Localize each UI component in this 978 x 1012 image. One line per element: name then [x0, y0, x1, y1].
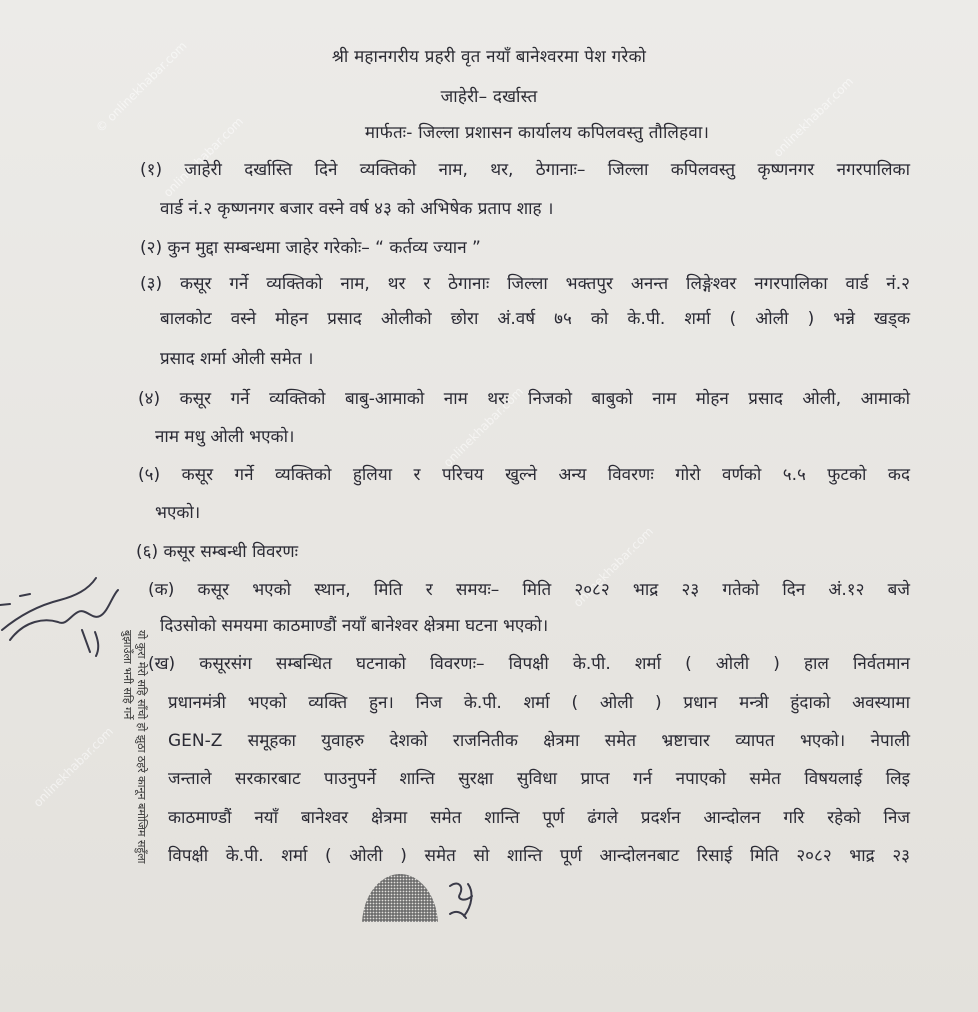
- watermark: onlinekhabar.com: [160, 114, 247, 200]
- body-line: (ख) कसूरसंग सम्बन्धित घटनाको विवरणः– विपक्षी के.पी. शर्मा ( ओली ) हाल निर्वतमान: [148, 654, 910, 674]
- body-line: नाम मधु ओली भएको।: [155, 427, 295, 447]
- watermark: onlinekhabar.com: [440, 384, 527, 470]
- body-line: (५) कसूर गर्ने व्यक्तिको हुलिया र परिचय खुल्ने अन्य विवरणः गोरो वर्णको ५.५ फुटको कद: [138, 465, 910, 485]
- watermark: onlinekhabar.com: [30, 724, 117, 810]
- header-line-2: जाहेरी– दर्खास्त: [440, 87, 538, 107]
- body-line: GEN-Z समूहका युवाहरु देशको राजनितीक क्षेत्रमा समेत भ्रष्टाचार व्यापत भएको। नेपाली: [168, 731, 910, 751]
- body-line: (क) कसूर भएको स्थान, मिति र समयः– मिति २०८२ भाद्र २३ गतेको दिन अं.१२ बजे: [148, 580, 910, 600]
- thumbprint-stamp: [360, 872, 440, 924]
- body-line: (६) कसूर सम्बन्धी विवरणः: [136, 542, 299, 562]
- margin-declaration: यो कुरा मेरो सहि साँचो हो झुठा ठहरे कानून बमोजिम सहुँला बुझाउँला भनी सहि गर्ने: [121, 630, 148, 864]
- header-line-1: श्री महानगरीय प्रहरी वृत नयाँ बानेश्वरमा पेश गरेको: [331, 47, 647, 67]
- signature-scribble: [0, 560, 135, 670]
- body-line: भएको।: [155, 503, 201, 523]
- body-line: जन्ताले सरकारबाट पाउनुपर्ने शान्ति सुरक्षा सुविधा प्राप्त गर्न नपाएको समेत विषयलाई लिइ: [168, 769, 910, 789]
- body-line: बालकोट वस्ने मोहन प्रसाद ओलीको छोरा अं.वर्ष ७५ को के.पी. शर्मा ( ओली ) भन्ने खड्क: [160, 309, 910, 329]
- handwritten-initial: [442, 876, 486, 926]
- body-line: (१) जाहेरी दर्खास्ति दिने व्यक्तिको नाम, थर, ठेगानाः– जिल्ला कपिलवस्तु कृष्णनगर नगरपालिका: [140, 160, 910, 180]
- watermark: onlinekhabar.com: [770, 74, 857, 160]
- body-line: प्रधानमंत्री भएको व्यक्ति हुन। निज के.पी. शर्मा ( ओली ) प्रधान मन्त्री हुंदाको अवस्यामा: [168, 693, 910, 713]
- body-line: दिउसोको समयमा काठमाण्डौं नयाँ बानेश्वर क्षेत्रमा घटना भएको।: [160, 616, 549, 636]
- body-line: (३) कसूर गर्ने व्यक्तिको नाम, थर र ठेगानाः जिल्ला भक्तपुर अनन्त लिङ्गेश्वर नगरपालिका वार्ड नं.२: [140, 274, 910, 294]
- body-line: (२) कुन मुद्दा सम्बन्धमा जाहेर गरेकोः– “ कर्तव्य ज्यान ”: [140, 238, 481, 258]
- body-line: वार्ड नं.२ कृष्णनगर बजार वस्ने वर्ष ४३ को अभिषेक प्रताप शाह ।: [160, 199, 554, 219]
- body-line: प्रसाद शर्मा ओली समेत ।: [160, 349, 314, 369]
- watermark: © onlinekhabar.com: [93, 38, 190, 136]
- body-line: विपक्षी के.पी. शर्मा ( ओली ) समेत सो शान्ति पूर्ण आन्दोलनबाट रिसाई मिति २०८२ भाद्र २३: [168, 846, 910, 866]
- watermark: onlinekhabar.com: [570, 524, 657, 610]
- body-line: (४) कसूर गर्ने व्यक्तिको बाबु-आमाको नाम थरः निजको बाबुको नाम मोहन प्रसाद ओली, आमाको: [138, 389, 910, 409]
- header-line-3: मार्फतः- जिल्ला प्रशासन कार्यालय कपिलवस्तु तौलिहवा।: [364, 123, 710, 143]
- body-line: काठमाण्डौं नयाँ बानेश्वर क्षेत्रमा समेत शान्ति पूर्ण ढंगले प्रदर्शन आन्दोलन गरि रहेको निज: [168, 808, 910, 828]
